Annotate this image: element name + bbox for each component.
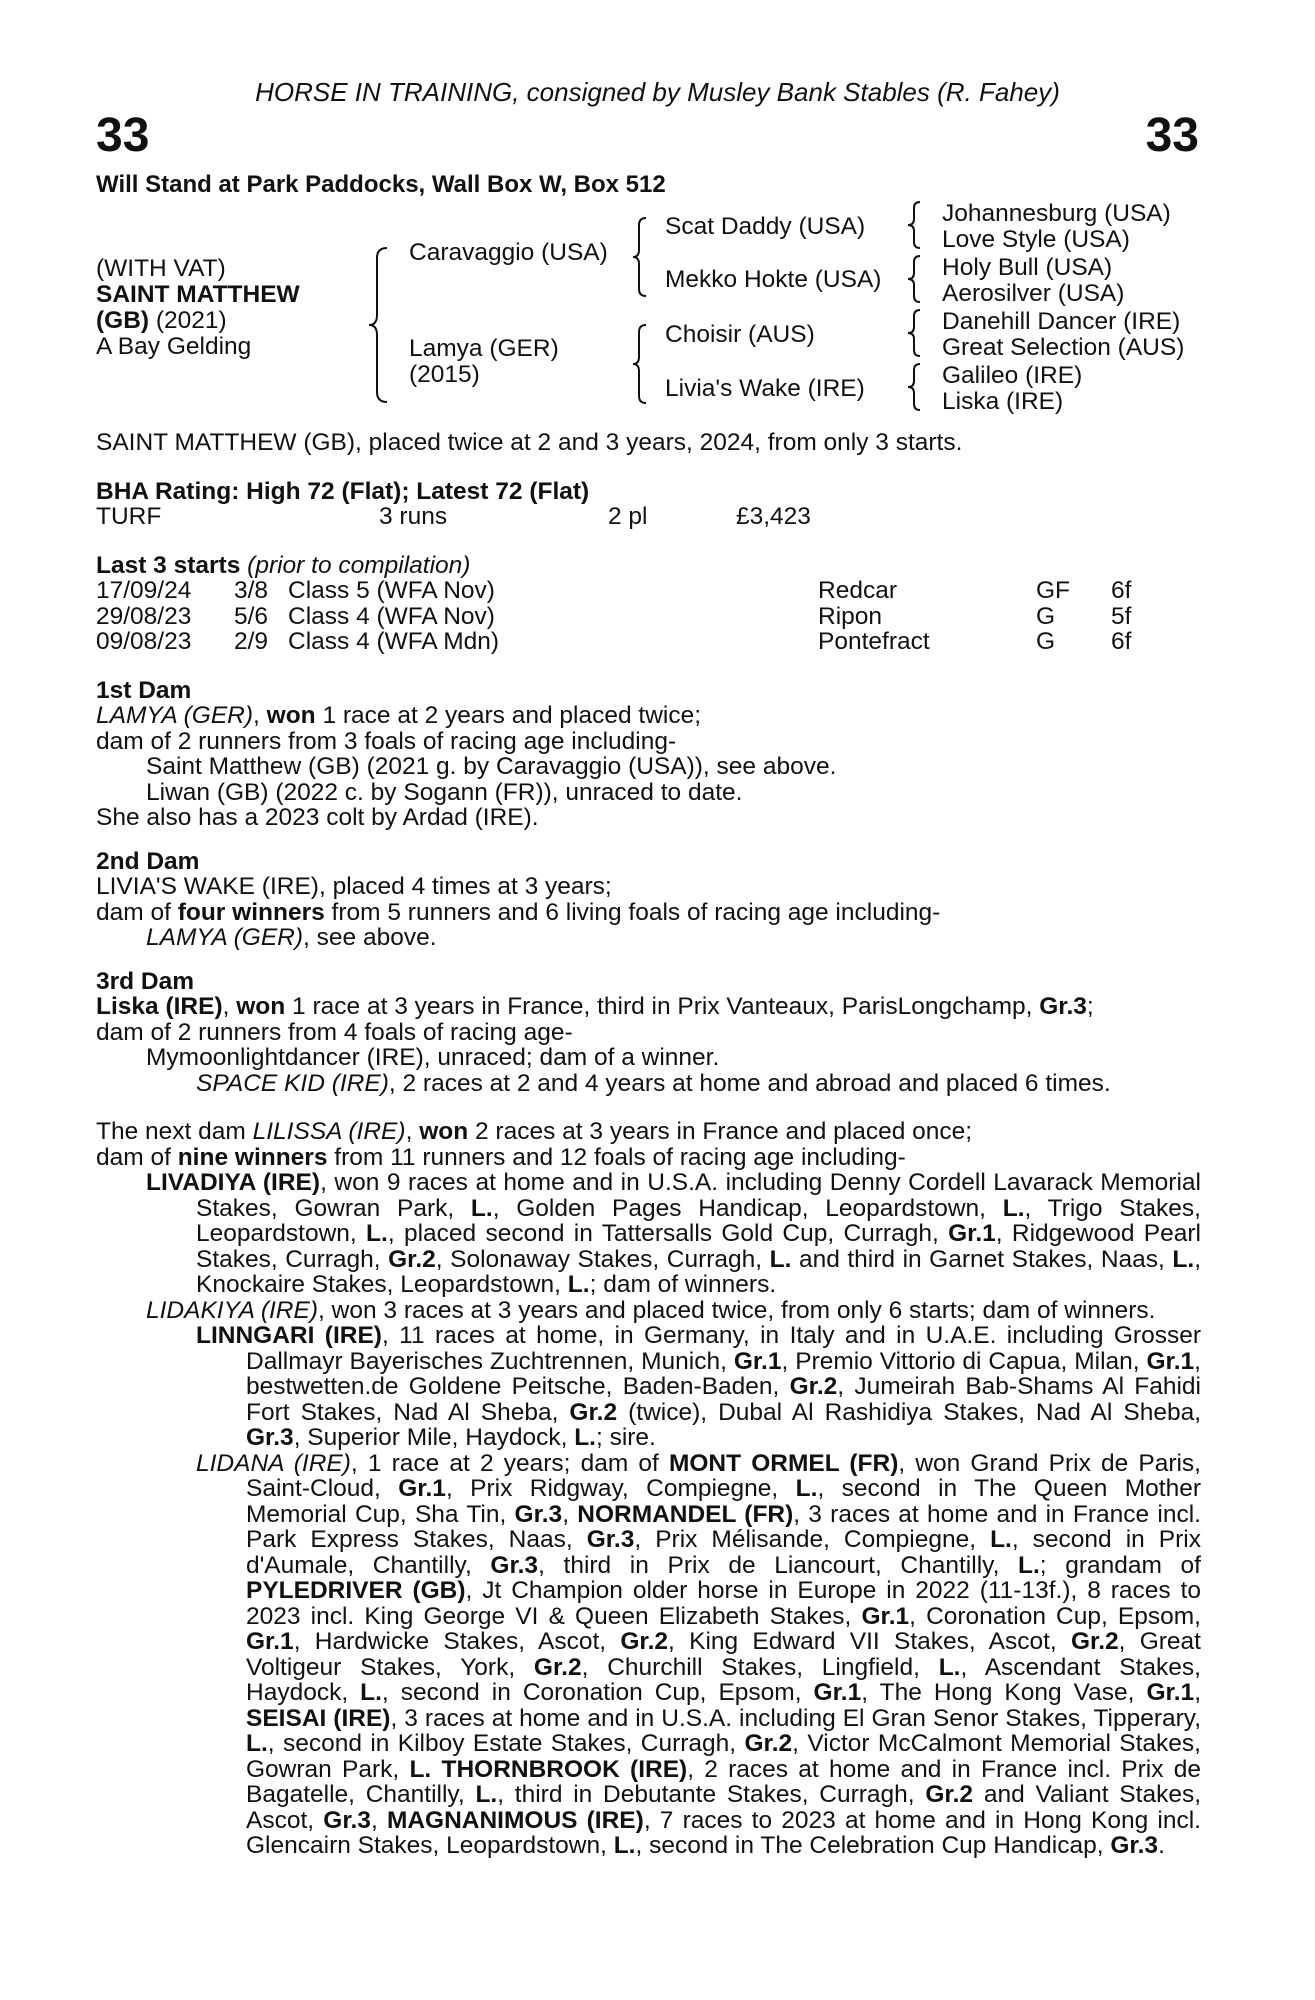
produce-entry-lidakiya: [96, 1298, 1201, 1324]
rating-placed: 2 pl: [608, 503, 648, 530]
start-class: Class 4 (WFA Mdn): [288, 628, 500, 655]
horse-name: SAINT MATTHEW: [96, 281, 300, 308]
start-going: GF: [1036, 577, 1071, 604]
text-run: , second in The Queen Mother Memorial Cup, Sha Tin,: [246, 1475, 1202, 1528]
produce-entry-lidana: [96, 1451, 1201, 1859]
last-starts-title: Last 3 starts: [96, 551, 241, 579]
catalogue-body: [96, 430, 1201, 1859]
won-label: won: [266, 702, 316, 729]
start-date: 17/09/24: [96, 577, 192, 604]
pedigree-dam-dam: Livia's Wake (IRE): [665, 375, 865, 402]
rating-earnings: £3,423: [736, 503, 811, 530]
text-run: , third in Prix de Liancourt, Chantilly,: [538, 1551, 1019, 1579]
produce-item: Liwan (GB) (2022 c. by Sogann (FR)), unraced to date.: [146, 778, 743, 806]
horse-origin: (GB): [96, 307, 150, 334]
grade-label: Gr.3: [514, 1500, 563, 1528]
third-dam-produce-intro: dam of 2 runners from 4 foals of racing age-: [96, 1018, 573, 1046]
pedigree-brace-sire: [630, 215, 650, 299]
text-run: [431, 1756, 441, 1783]
first-dam-produce-intro: dam of 2 runners from 3 foals of racing age including-: [96, 727, 677, 755]
text-run: , 3 races at home and in France incl. Park Express Stakes, Naas,: [246, 1500, 1201, 1553]
text-run: dam of: [96, 898, 178, 926]
start-course: Redcar: [818, 577, 897, 604]
produce-name: NORMANDEL (FR): [577, 1500, 794, 1528]
pedigree-ggp-4: Aerosilver (USA): [942, 280, 1125, 307]
vat-note: (WITH VAT): [96, 255, 226, 282]
grade-label: Gr.2: [388, 1245, 436, 1273]
text-run: , see above.: [303, 924, 437, 951]
first-dam-heading: 1st Dam: [96, 676, 192, 704]
start-row: [96, 578, 1201, 604]
produce-name: LIVADIYA (IRE): [146, 1169, 321, 1196]
grade-label: Gr.1: [1146, 1679, 1195, 1706]
text-run: , 2 races at home and in France incl. Prix de Bagatelle, Chantilly,: [246, 1755, 1201, 1808]
first-dam-name: LAMYA (GER): [96, 702, 254, 729]
won-label: won: [419, 1118, 469, 1145]
text-run: (twice), Dubal Al Rashidiya Stakes, Nad Al Sheba,: [617, 1398, 1202, 1426]
start-class: Class 4 (WFA Nov): [288, 602, 495, 630]
text-run: , Ridgewood Pearl Stakes, Curragh,: [196, 1220, 1201, 1273]
third-dam-heading: 3rd Dam: [96, 967, 195, 995]
pedigree-ggp-5: Danehill Dancer (IRE): [942, 308, 1181, 335]
start-distance: 6f: [1111, 577, 1132, 604]
text-run: ,: [1194, 1679, 1201, 1706]
pedigree-ggp-2: Love Style (USA): [942, 226, 1130, 253]
start-distance: 6f: [1111, 628, 1132, 655]
grade-label: Gr.3: [586, 1526, 635, 1553]
text-run: , second in Kilboy Estate Stakes, Curragh,: [267, 1730, 745, 1757]
text-run: , Prix Ridgway, Compiegne,: [445, 1475, 796, 1502]
start-class: Class 5 (WFA Nov): [288, 577, 495, 604]
produce-name: SEISAI (IRE): [246, 1704, 391, 1732]
text-run: , Jt Champion older horse in Europe in 2022 (11-13f.), 8 races to 2023 incl. King George VI & Queen Elizabeth Stakes,: [246, 1577, 1201, 1630]
text-run: , 7 races to 2023 at home and in Hong Kong incl. Glencairn Stakes, Leopardstown,: [246, 1806, 1201, 1859]
lot-number-right: 33: [1145, 109, 1199, 162]
grade-label: Gr.3: [246, 1424, 294, 1451]
text-run: 1 race at 2 years and placed twice;: [315, 702, 702, 729]
start-going: G: [1036, 602, 1056, 630]
pedigree-ggp-8: Liska (IRE): [942, 388, 1064, 415]
pedigree-dam-year: (2015): [409, 361, 480, 388]
text-run: , 11 races at home, in Germany, in Italy and in U.A.E. including Grosser Dallmayr Bayerisches Zuchtrennen, Munich,: [246, 1322, 1201, 1375]
text-run: , Trigo Stakes, Leopardstown,: [196, 1194, 1201, 1247]
grade-label: Gr.3: [490, 1551, 539, 1579]
grade-label: L.: [574, 1424, 596, 1451]
winners-count: nine winners: [177, 1143, 328, 1171]
next-dam-produce-intro: [96, 1145, 1201, 1171]
rating-surface: TURF: [96, 503, 162, 530]
text-run: ,: [562, 1500, 578, 1528]
pedigree-ggp-3: Holy Bull (USA): [942, 254, 1113, 281]
last-starts-note: (prior to compilation): [240, 551, 471, 579]
won-label: won: [236, 993, 286, 1020]
grade-label: Gr.1: [398, 1475, 446, 1502]
start-date: 29/08/23: [96, 602, 192, 630]
text-run: , second in The Celebration Cup Handicap,: [635, 1832, 1111, 1859]
rating-runs: 3 runs: [379, 503, 448, 530]
start-distance: 5f: [1111, 602, 1132, 630]
bha-rating-heading: BHA Rating: High 72 (Flat); Latest 72 (Flat): [96, 477, 590, 505]
pedigree-brace-ggp3: [905, 307, 925, 359]
text-run: , second in Coronation Cup, Epsom,: [381, 1679, 814, 1706]
second-dam-produce-intro: [96, 900, 1201, 926]
lot-number-left: 33: [96, 109, 150, 162]
next-dam-name: LILISSA (IRE): [252, 1118, 406, 1145]
grade-label: Gr.1: [733, 1347, 782, 1375]
text-run: , third in Debutante Stakes, Curragh,: [497, 1781, 926, 1808]
start-going: G: [1036, 628, 1056, 655]
grade-label: Gr.1: [813, 1679, 862, 1706]
text-run: dam of: [96, 1143, 178, 1171]
first-dam-line: [96, 703, 1201, 729]
pedigree-ggp-6: Great Selection (AUS): [942, 334, 1185, 361]
text-run: , Solonaway Stakes, Curragh,: [435, 1245, 770, 1273]
third-dam-name: Liska (IRE): [96, 993, 223, 1020]
third-dam-line: [96, 994, 1201, 1020]
text-run: 1 race at 3 years in France, third in Prix Vanteaux, ParisLongchamp,: [285, 993, 1040, 1020]
produce-entry-livadiya: [96, 1170, 1201, 1298]
text-run: , Coronation Cup, Epsom,: [909, 1602, 1201, 1630]
start-course: Pontefract: [818, 628, 930, 655]
produce-name: LAMYA (GER): [146, 924, 304, 951]
grade-label: Gr.3: [1039, 993, 1087, 1020]
text-run: , Knockaire Stakes, Leopardstown,: [196, 1245, 1201, 1298]
pedigree-dam: Lamya (GER): [409, 335, 559, 362]
grade-label: Gr.2: [620, 1628, 669, 1655]
text-run: , Prix Mélisande, Compiegne,: [634, 1526, 991, 1553]
start-course: Ripon: [818, 602, 883, 630]
pedigree-ggp-1: Johannesburg (USA): [942, 200, 1171, 227]
grade-label: Gr.1: [1146, 1347, 1195, 1375]
text-run: , won 9 races at home and in U.S.A. including Denny Cordell Lavarack Memorial Stakes, Gowran Park,: [196, 1169, 1201, 1222]
pedigree-brace-ggp1: [905, 199, 925, 251]
grade-label: Gr.2: [789, 1373, 838, 1400]
second-dam-heading: 2nd Dam: [96, 847, 200, 875]
text-run: , bestwetten.de Goldene Peitsche, Baden-Baden,: [246, 1347, 1201, 1400]
rating-row: [96, 504, 1201, 530]
grade-label: Gr.2: [569, 1398, 618, 1426]
grade-label: Gr.3: [1110, 1832, 1159, 1859]
start-position: 5/6: [234, 602, 269, 630]
consignment-header: HORSE IN TRAINING, consigned by Musley Bank Stables (R. Fahey): [255, 77, 1060, 107]
text-run: , Great Voltigeur Stakes, York,: [246, 1628, 1201, 1681]
pedigree-brace-dam: [630, 322, 650, 406]
grade-label: L.: [795, 1475, 818, 1502]
text-run: , won Grand Prix de Paris, Saint-Cloud,: [246, 1449, 1201, 1502]
grade-label: L.: [1018, 1551, 1040, 1579]
text-run: , Victor McCalmont Memorial Stakes, Gowran Park,: [246, 1730, 1201, 1783]
produce-name: SPACE KID (IRE): [196, 1069, 389, 1097]
grade-label: L.: [769, 1245, 792, 1273]
text-run: ;: [1086, 993, 1094, 1020]
next-dam-line: [96, 1119, 1201, 1145]
text-run: , placed second in Tattersalls Gold Cup, Curragh,: [387, 1220, 949, 1247]
grade-label: L.: [409, 1755, 432, 1783]
second-dam-line: LIVIA'S WAKE (IRE), placed 4 times at 3 years;: [96, 873, 612, 900]
stand-location: Will Stand at Park Paddocks, Wall Box W, Box 512: [96, 171, 666, 198]
pedigree-sire-dam: Mekko Hokte (USA): [665, 266, 882, 293]
text-run: , Churchill Stakes, Lingfield,: [581, 1653, 939, 1681]
pedigree-brace-ggp2: [905, 253, 925, 305]
horse-description: A Bay Gelding: [96, 333, 252, 360]
produce-name: LIDANA (IRE): [196, 1449, 351, 1477]
produce-name: THORNBROOK (IRE): [441, 1755, 688, 1783]
grade-label: Gr.2: [1070, 1628, 1119, 1655]
text-run: , won 3 races at 3 years and placed twice, from only 6 starts; dam of winners.: [318, 1296, 1156, 1324]
text-run: The next dam: [96, 1118, 253, 1145]
text-run: , King Edward VII Stakes, Ascot,: [668, 1628, 1071, 1655]
winners-count: four winners: [177, 898, 325, 926]
text-run: , Premio Vittorio di Capua, Milan,: [781, 1347, 1147, 1375]
pedigree-dam-sire: Choisir (AUS): [665, 321, 815, 348]
grade-label: L.: [1172, 1245, 1195, 1273]
summary-line: SAINT MATTHEW (GB), placed twice at 2 and 3 years, 2024, from only 3 starts.: [96, 429, 963, 456]
pedigree-sire: Caravaggio (USA): [409, 239, 608, 266]
grade-label: Gr.1: [246, 1628, 294, 1655]
grade-label: L.: [246, 1730, 268, 1757]
grade-label: Gr.2: [533, 1653, 582, 1681]
grade-label: L.: [366, 1220, 388, 1247]
pedigree-brace-ggp4: [905, 361, 925, 413]
produce-name: MONT ORMEL (FR): [668, 1449, 899, 1477]
text-run: , 2 races at 2 and 4 years at home and abroad and placed 6 times.: [388, 1069, 1111, 1097]
produce-item: [96, 1071, 1201, 1097]
text-run: from 5 runners and 6 living foals of racing age including-: [324, 898, 941, 926]
grade-label: Gr.1: [861, 1602, 910, 1630]
text-run: 2 races at 3 years in France and placed once;: [468, 1118, 973, 1145]
text-run: , Hardwicke Stakes, Ascot,: [293, 1628, 621, 1655]
text-run: , 3 races at home and in U.S.A. including El Gran Senor Stakes, Tipperary,: [390, 1704, 1202, 1732]
text-run: from 11 runners and 12 foals of racing age including-: [327, 1143, 906, 1171]
start-row: [96, 604, 1201, 630]
start-position: 3/8: [234, 577, 269, 604]
grade-label: L.: [613, 1832, 636, 1859]
text-run: , 1 race at 2 years; dam of: [350, 1449, 669, 1477]
produce-note: She also has a 2023 colt by Ardad (IRE).: [96, 804, 539, 831]
grade-label: L.: [360, 1679, 382, 1706]
grade-label: L.: [567, 1271, 590, 1298]
text-run: .: [1158, 1832, 1165, 1859]
text-run: , Superior Mile, Haydock,: [293, 1424, 575, 1451]
grade-label: Gr.1: [948, 1220, 996, 1247]
grade-label: L.: [990, 1526, 1012, 1553]
produce-item: Saint Matthew (GB) (2021 g. by Caravaggio (USA)), see above.: [146, 753, 837, 780]
pedigree-sire-sire: Scat Daddy (USA): [665, 213, 866, 240]
text-run: , Golden Pages Handicap, Leopardstown,: [492, 1194, 1003, 1222]
horse-origin-year: [96, 308, 227, 334]
start-position: 2/9: [234, 628, 269, 655]
text-run: ,: [370, 1806, 387, 1834]
pedigree-brace-main: [365, 245, 395, 405]
grade-label: Gr.2: [744, 1730, 793, 1757]
text-run: and Valiant Stakes, Ascot,: [246, 1781, 1202, 1834]
text-run: ; dam of winners.: [589, 1271, 777, 1298]
text-run: ; grandam of: [1039, 1551, 1201, 1579]
produce-name: MAGNANIMOUS (IRE): [386, 1806, 644, 1834]
produce-name: LIDAKIYA (IRE): [146, 1296, 319, 1324]
start-date: 09/08/23: [96, 628, 192, 655]
produce-item: Mymoonlightdancer (IRE), unraced; dam of a winner.: [146, 1044, 720, 1071]
start-row: [96, 629, 1201, 655]
pedigree-ggp-7: Galileo (IRE): [942, 362, 1083, 389]
grade-label: Gr.3: [323, 1806, 371, 1834]
grade-label: L.: [475, 1781, 498, 1808]
grade-label: Gr.2: [925, 1781, 974, 1808]
text-run: , Ascendant Stakes, Haydock,: [246, 1653, 1201, 1706]
text-run: ; sire.: [595, 1424, 656, 1451]
text-run: ,: [405, 1118, 420, 1145]
text-run: , The Hong Kong Vase,: [861, 1679, 1147, 1706]
horse-year: (2021): [149, 307, 227, 334]
grade-label: L.: [1002, 1194, 1025, 1222]
produce-name: LINNGARI (IRE): [196, 1322, 382, 1349]
last-starts-heading: [96, 553, 1201, 579]
produce-name: PYLEDRIVER (GB): [246, 1577, 466, 1604]
text-run: ,: [222, 993, 237, 1020]
grade-label: L.: [938, 1653, 961, 1681]
text-run: , Jumeirah Bab-Shams Al Fahidi Fort Stakes, Nad Al Sheba,: [246, 1373, 1201, 1426]
grade-label: L.: [470, 1194, 493, 1222]
produce-entry-linngari: [96, 1323, 1201, 1451]
produce-item: [96, 925, 1201, 951]
text-run: and third in Garnet Stakes, Naas,: [791, 1245, 1173, 1273]
text-run: ,: [253, 702, 267, 729]
text-run: , second in Prix d'Aumale, Chantilly,: [246, 1526, 1201, 1579]
